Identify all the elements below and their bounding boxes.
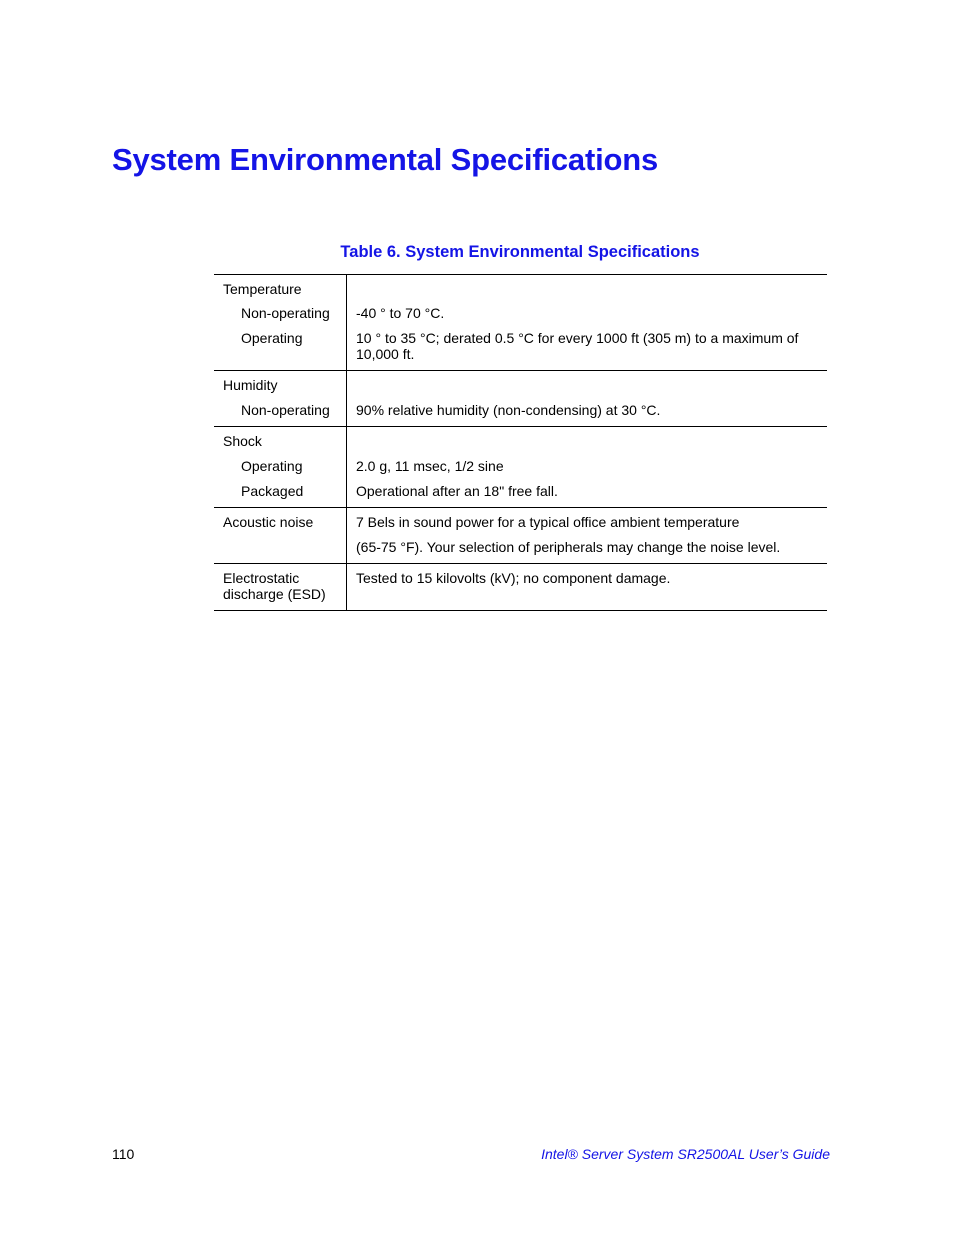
humidity-nonop-label: Non-operating — [241, 402, 330, 418]
humidity-label: Humidity — [223, 377, 278, 393]
shock-op-value: 2.0 g, 11 msec, 1/2 sine — [356, 458, 504, 474]
table-row-shock — [214, 427, 827, 508]
esd-label-line2: discharge (ESD) — [223, 586, 326, 602]
page-title: System Environmental Specifications — [112, 142, 659, 177]
temperature-nonop-label: Non-operating — [241, 305, 330, 321]
shock-pkg-value: Operational after an 18" free fall. — [356, 483, 558, 499]
table-row-esd — [214, 564, 827, 611]
shock-pkg-label: Packaged — [241, 483, 304, 499]
table-row-acoustic — [214, 508, 827, 564]
table-row-temperature — [214, 275, 827, 371]
footer-guide-title: Intel® Server System SR2500AL User’s Guide — [541, 1146, 830, 1162]
temperature-op-label: Operating — [241, 330, 303, 346]
esd-label-line1: Electrostatic — [223, 570, 300, 586]
acoustic-label: Acoustic noise — [223, 514, 314, 530]
temperature-op-value: 10 ° to 35 °C; derated 0.5 °C for every 1000 ft (305 m) to a maximum of 10,000 ft. — [356, 330, 799, 362]
acoustic-value-line2: (65-75 °F). Your selection of peripherals may change the noise level. — [356, 539, 781, 555]
page-number: 110 — [112, 1146, 135, 1162]
temperature-label: Temperature — [223, 281, 302, 297]
table-row-humidity — [214, 371, 827, 427]
environmental-spec-table — [214, 274, 827, 611]
shock-op-label: Operating — [241, 458, 303, 474]
humidity-nonop-value: 90% relative humidity (non-condensing) at 30 °C. — [356, 402, 661, 418]
acoustic-value-line1: 7 Bels in sound power for a typical office ambient temperature — [356, 514, 740, 530]
temperature-nonop-value: -40 ° to 70 °C. — [356, 305, 445, 321]
shock-label: Shock — [223, 433, 262, 449]
esd-value: Tested to 15 kilovolts (kV); no component damage. — [356, 570, 671, 586]
table-caption: Table 6. System Environmental Specifications — [340, 243, 700, 261]
